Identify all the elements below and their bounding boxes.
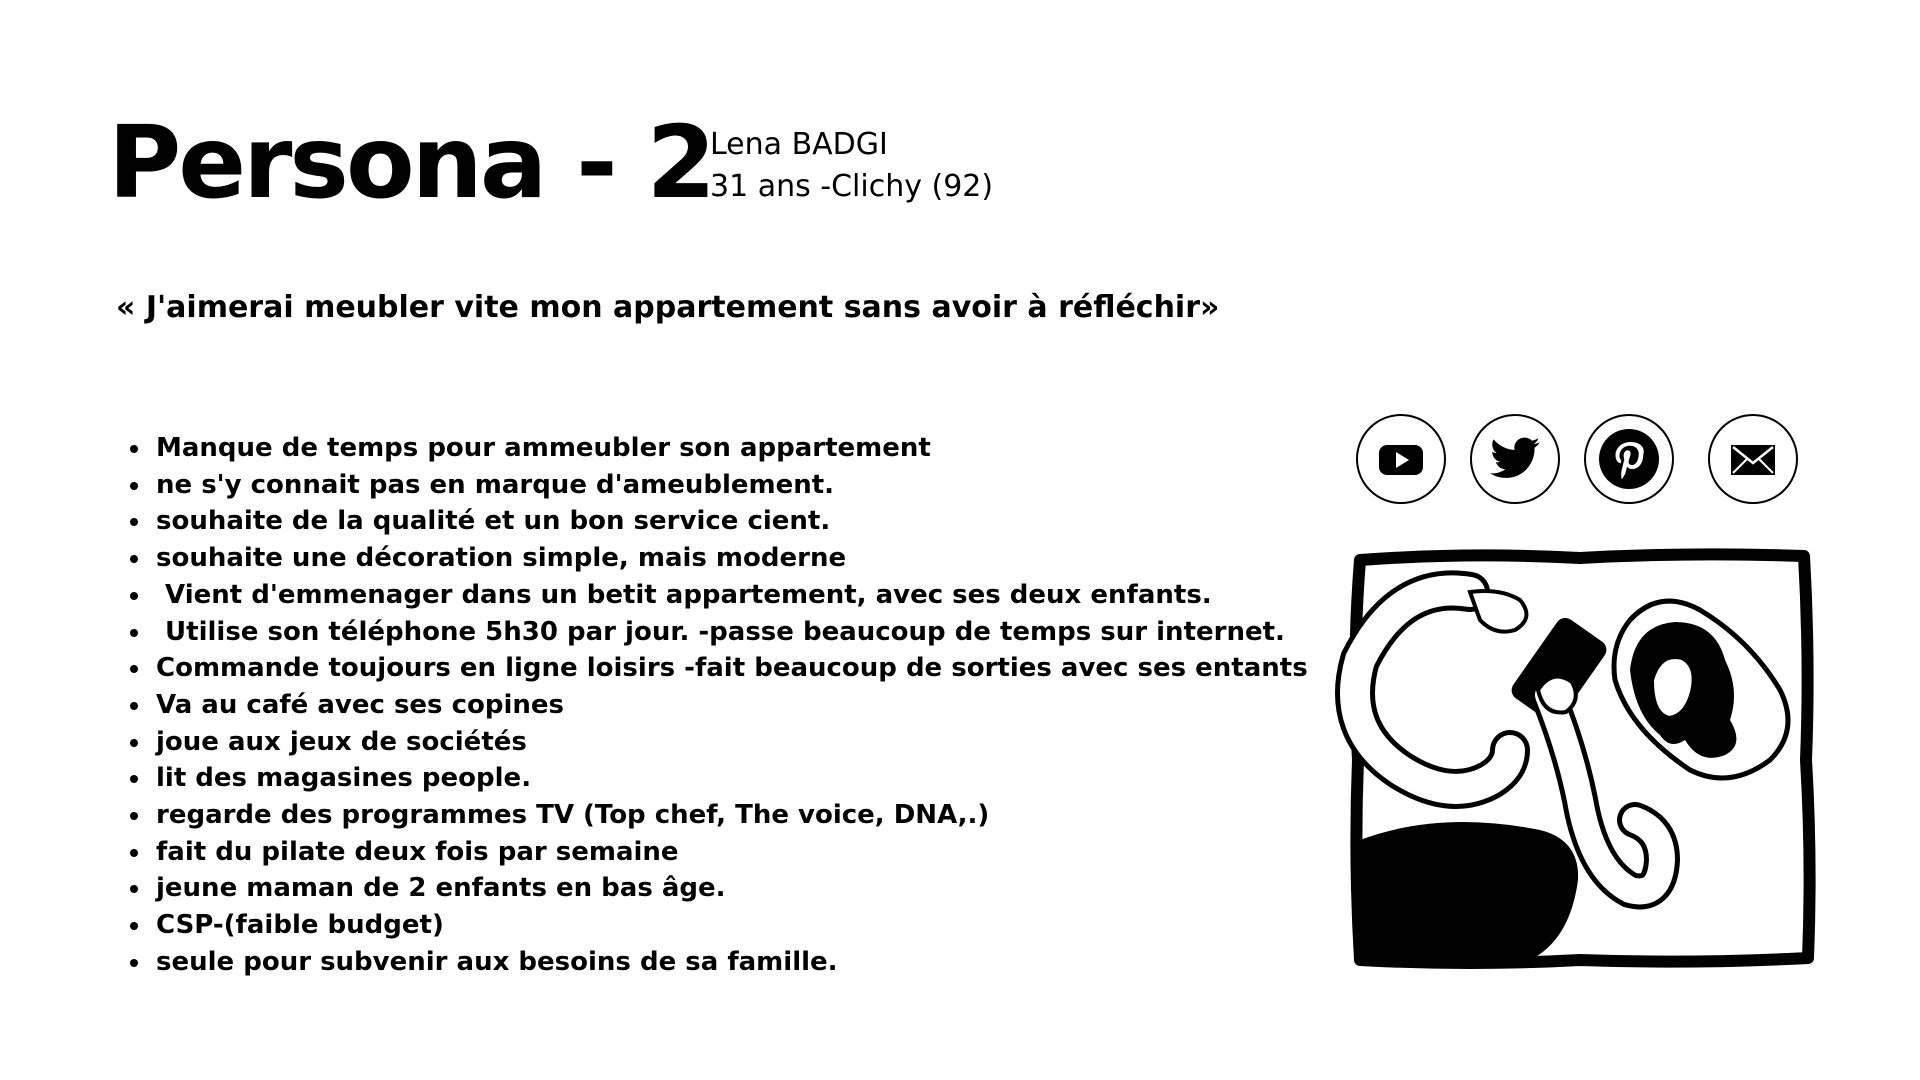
woman-lying-with-phone-illustration bbox=[1330, 540, 1824, 978]
persona-identity bbox=[710, 124, 993, 208]
social-links bbox=[1356, 414, 1796, 504]
pinterest-icon bbox=[1598, 428, 1660, 490]
email-button[interactable] bbox=[1708, 414, 1798, 504]
list-item: regarde des programmes TV (Top chef, The voice, DNA,.) bbox=[156, 797, 1308, 834]
list-item: souhaite une décoration simple, mais moderne bbox=[156, 540, 1308, 577]
list-item: Utilise son téléphone 5h30 par jour. -passe beaucoup de temps sur internet. bbox=[156, 614, 1308, 651]
page-title: Persona - 2 bbox=[108, 104, 714, 221]
youtube-button[interactable] bbox=[1356, 414, 1446, 504]
list-item: souhaite de la qualité et un bon service cient. bbox=[156, 503, 1308, 540]
list-item: lit des magasines people. bbox=[156, 760, 1308, 797]
pinterest-button[interactable] bbox=[1584, 414, 1674, 504]
twitter-button[interactable] bbox=[1470, 414, 1560, 504]
list-item: fait du pilate deux fois par semaine bbox=[156, 834, 1308, 871]
email-icon bbox=[1728, 434, 1778, 484]
persona-quote: « J'aimerai meubler vite mon appartement sans avoir à réfléchir» bbox=[116, 290, 1220, 325]
persona-details: 31 ans -Clichy (92) bbox=[710, 169, 994, 204]
list-item: Va au café avec ses copines bbox=[156, 687, 1308, 724]
list-item: Commande toujours en ligne loisirs -fait beaucoup de sorties avec ses entants bbox=[156, 650, 1308, 687]
list-item: Manque de temps pour ammeubler son appartement bbox=[156, 430, 1308, 467]
list-item: jeune maman de 2 enfants en bas âge. bbox=[156, 870, 1308, 907]
list-item: seule pour subvenir aux besoins de sa famille. bbox=[156, 944, 1308, 981]
youtube-icon bbox=[1376, 434, 1426, 484]
traits-list bbox=[120, 430, 1308, 981]
persona-name: Lena BADGI bbox=[710, 127, 888, 162]
twitter-icon bbox=[1488, 432, 1542, 486]
list-item: Vient d'emmenager dans un betit appartement, avec ses deux enfants. bbox=[156, 577, 1308, 614]
list-item: CSP-(faible budget) bbox=[156, 907, 1308, 944]
list-item: ne s'y connait pas en marque d'ameublement. bbox=[156, 467, 1308, 504]
list-item: joue aux jeux de sociétés bbox=[156, 724, 1308, 761]
